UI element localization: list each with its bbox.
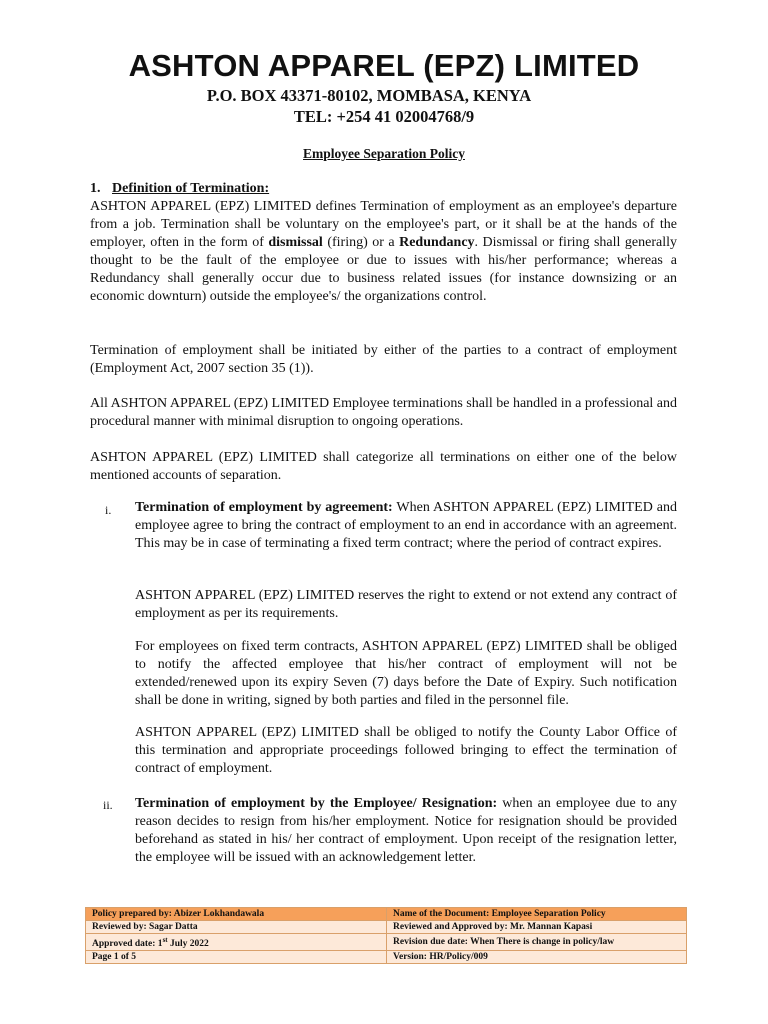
reviewed-by-cell: Reviewed by: Sagar Datta <box>86 921 387 934</box>
document-control-table <box>85 907 687 964</box>
item-marker: ii. <box>103 798 113 812</box>
document-name-cell: Name of the Document: Employee Separation Policy <box>387 908 687 921</box>
handling-paragraph: All ASHTON APPAREL (EPZ) LIMITED Employee terminations shall be handled in a professional and procedural manner with minimal disruption to ongoing operations. <box>90 396 678 429</box>
section-title: Definition of Termination: <box>112 181 270 196</box>
page-number-cell: Page 1 of 5 <box>86 951 387 964</box>
item-agreement <box>135 499 677 553</box>
version-cell: Version: HR/Policy/009 <box>387 951 687 964</box>
item-resignation <box>135 795 677 867</box>
company-name: ASHTON APPAREL (EPZ) LIMITED <box>128 48 640 83</box>
revision-due-cell: Revision due date: When There is change in policy/law <box>387 934 687 951</box>
definition-text-c: . Dismissal or firing shall generally thought to be the fault of the employee or due to issues with his/her performance; whereas a Redundancy shall generally occur due to business related issues (for instance downsizing or an economic downturn) outside the employee's/ the organizations control. <box>90 235 677 304</box>
item-lead: Termination of employment by agreement: <box>135 500 393 515</box>
document-title: Employee Separation Policy <box>303 146 465 161</box>
definition-text-a: ASHTON APPAREL (EPZ) LIMITED defines Termination of employment as an employee's departure from a job. Termination shall be voluntary on the employee's part, or it shall be at the hands of the employer, often in the form of <box>90 199 677 250</box>
item-agreement-para: For employees on fixed term contracts, ASHTON APPAREL (EPZ) LIMITED shall be obliged to notify the affected employee that his/her contract of employment will not be extended/renewed upon its expiry Seven (7) days before the Date of Expiry. Such notification shall be done in writing, signed by both parties and filed in the personnel file. <box>135 639 677 708</box>
approved-date-text: Approved date: 1 <box>92 939 163 950</box>
initiation-paragraph: Termination of employment shall be initiated by either of the parties to a contract of employment (Employment Act, 2007 section 35 (1)). <box>90 343 677 376</box>
approved-by-cell: Reviewed and Approved by: Mr. Mannan Kapasi <box>387 921 687 934</box>
prepared-by-cell: Policy prepared by: Abizer Lokhandawala <box>86 908 387 921</box>
approved-date-ordinal: st <box>162 936 168 944</box>
item-marker: i. <box>105 503 112 517</box>
term-dismissal: dismissal <box>268 235 323 250</box>
section-number: 1. <box>90 181 101 196</box>
item-agreement-para: ASHTON APPAREL (EPZ) LIMITED shall be obliged to notify the County Labor Office of this termination and appropriate proceedings followed bringing to effect the termination of contract of employment. <box>135 725 677 776</box>
item-agreement-para: ASHTON APPAREL (EPZ) LIMITED reserves the right to extend or not extend any contract of employment as per its requirements. <box>135 588 677 621</box>
company-address: P.O. BOX 43371-80102, MOMBASA, KENYA <box>206 86 532 105</box>
definition-paragraph <box>90 198 677 306</box>
approved-date-cell <box>86 934 387 951</box>
item-lead: Termination of employment by the Employee/ Resignation: <box>135 796 498 811</box>
company-telephone: TEL: +254 41 02004768/9 <box>293 107 475 126</box>
term-redundancy: Redundancy <box>399 235 475 250</box>
item-text: when an employee due to any reason decides to resign from his/her employment. Notice for resignation should be provided beforehand as stated in his/ her contract of employment. Upon receipt of the resignation letter, the employee will be issued with an acknowledgement letter. <box>135 796 677 865</box>
definition-text-b: (firing) or a <box>322 235 400 250</box>
section-heading <box>90 181 269 197</box>
table-row <box>86 951 687 964</box>
categorize-paragraph: ASHTON APPAREL (EPZ) LIMITED shall categorize all terminations on either one of the below mentioned accounts of separation. <box>90 450 677 483</box>
approved-date-month: July 2022 <box>167 939 209 950</box>
table-row <box>86 934 687 951</box>
item-text: When ASHTON APPAREL (EPZ) LIMITED and employee agree to bring the contract of employment to an end in accordance with an agreement. This may be in case of terminating a fixed term contract; where the period of contract expires. <box>135 500 677 551</box>
table-row <box>86 908 687 921</box>
table-row <box>86 921 687 934</box>
